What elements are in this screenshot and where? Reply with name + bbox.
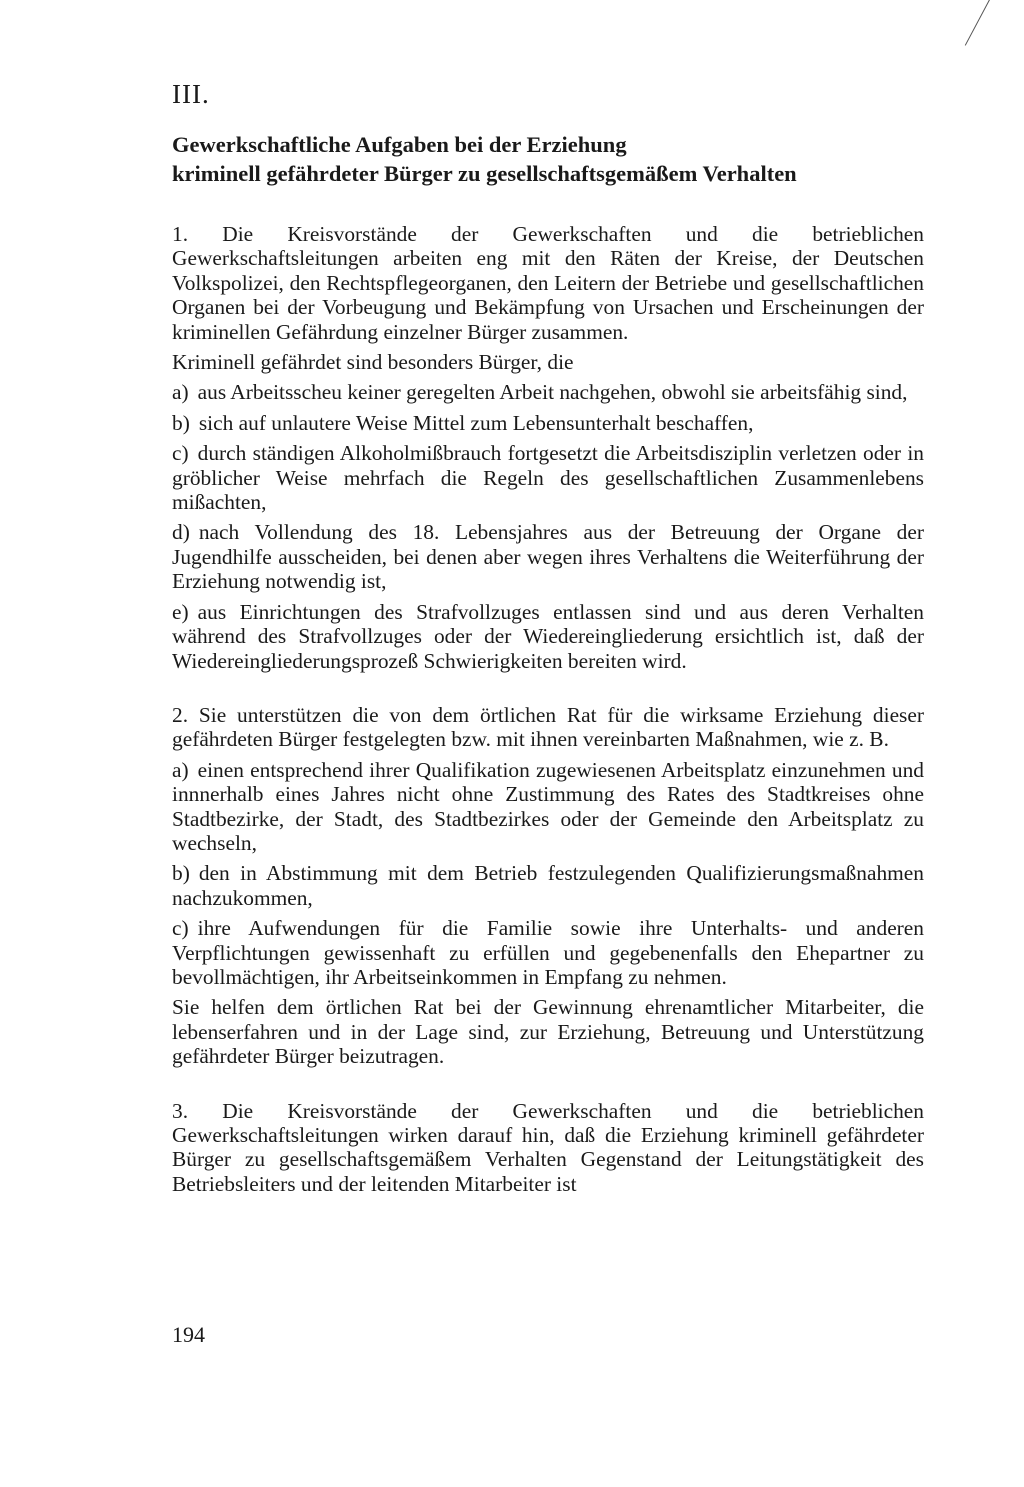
list-item: a) einen entsprechend ihrer Qualifikation zugewiesenen Arbeitsplatz einzunehmen und innnerhalb eines Jahres nicht ohne Zustimmung des Rates des Stadtkreises ohne Stadtbezirke, der Stadt, des Stadtbezirkes oder der Gemeinde den Arbeitsplatz zu wechseln, — [172, 757, 924, 855]
list-item: d) nach Vollendung des 18. Lebensjahres aus der Betreuung der Organe der Jugendhilfe ausscheiden, bei denen aber wegen ihres Verhaltens die Weiterführung der Erziehung notwendig ist, — [172, 520, 924, 594]
list-item: b) sich auf unlautere Weise Mittel zum Lebensunterhalt beschaffen, — [172, 410, 754, 435]
paragraph-2-end: Sie helfen dem örtlichen Rat bei der Gewinnung ehrenamtlicher Mitarbeiter, die lebenserfahren und in der Lage sind, zur Erziehung, Betreuung und Unterstützung gefährdeter Bürger beizutragen. — [172, 995, 924, 1069]
scan-edge-line — [965, 0, 993, 46]
document-page — [172, 78, 924, 1202]
list-item: c) ihre Aufwendungen für die Familie sowie ihre Unterhalts- und anderen Verpflichtungen gewissenhaft zu erfüllen und gegebenenfalls den Ehepartner zu bevollmächtigen, ihr Arbeitseinkommen in Empfang zu nehmen. — [172, 916, 924, 989]
page-number: 194 — [172, 1322, 205, 1347]
section-title-line-1: Gewerkschaftliche Aufgaben bei der Erziehung — [172, 132, 627, 157]
paragraph-2: 2. Sie unterstützen die von dem örtlichen Rat für die wirksame Erziehung dieser gefährdeten Bürger festgelegten bzw. mit ihnen vereinbarten Maßnahmen, wie z. B. — [172, 702, 924, 752]
list-item: c) durch ständigen Alkoholmißbrauch fortgesetzt die Arbeitsdisziplin verletzen oder in gröblicher Weise mehrfach die Regeln des gesellschaftlichen Zusammenlebens mißachten, — [172, 441, 924, 515]
paragraph-3: 3. Die Kreisvorstände der Gewerkschaften und die betrieblichen Gewerkschaftsleitungen wirken darauf hin, daß die Erziehung kriminell gefährdeter Bürger zu gesellschaftsgemäßem Verhalten Gegenstand der Leitungstätigkeit des Betriebsleiters und der leitenden Mitarbeiter ist — [172, 1098, 924, 1196]
section-heading — [172, 130, 924, 188]
list-item: b) den in Abstimmung mit dem Betrieb festzulegenden Qualifizierungsmaßnahmen nachzukommen, — [172, 861, 924, 910]
list-item: e) aus Einrichtungen des Strafvollzuges entlassen sind und aus deren Verhalten während des Strafvollzuges oder der Wiedereingliederung ersichtlich ist, daß der Wiedereingliederungsprozeß Schwierigkeiten bereiten wird. — [172, 599, 924, 673]
section-number: III. — [172, 79, 210, 109]
paragraph-1-intro: Kriminell gefährdet sind besonders Bürger, die — [172, 350, 574, 375]
section-title-line-2: kriminell gefährdeter Bürger zu gesellschaftsgemäßem Verhalten — [172, 161, 797, 186]
list-item: a) aus Arbeitsscheu keiner geregelten Arbeit nachgehen, obwohl sie arbeitsfähig sind, — [172, 380, 908, 405]
paragraph-1: 1. Die Kreisvorstände der Gewerkschaften und die betrieblichen Gewerkschaftsleitungen arbeiten eng mit den Räten der Kreise, der Deutschen Volkspolizei, den Rechtspflegeorganen, den Leitern der Betriebe und gesellschaftlichen Organen bei der Vorbeugung und Bekämpfung von Ursachen und Erscheinungen der kriminellen Gefährdung einzelner Bürger zusammen. — [172, 222, 924, 344]
